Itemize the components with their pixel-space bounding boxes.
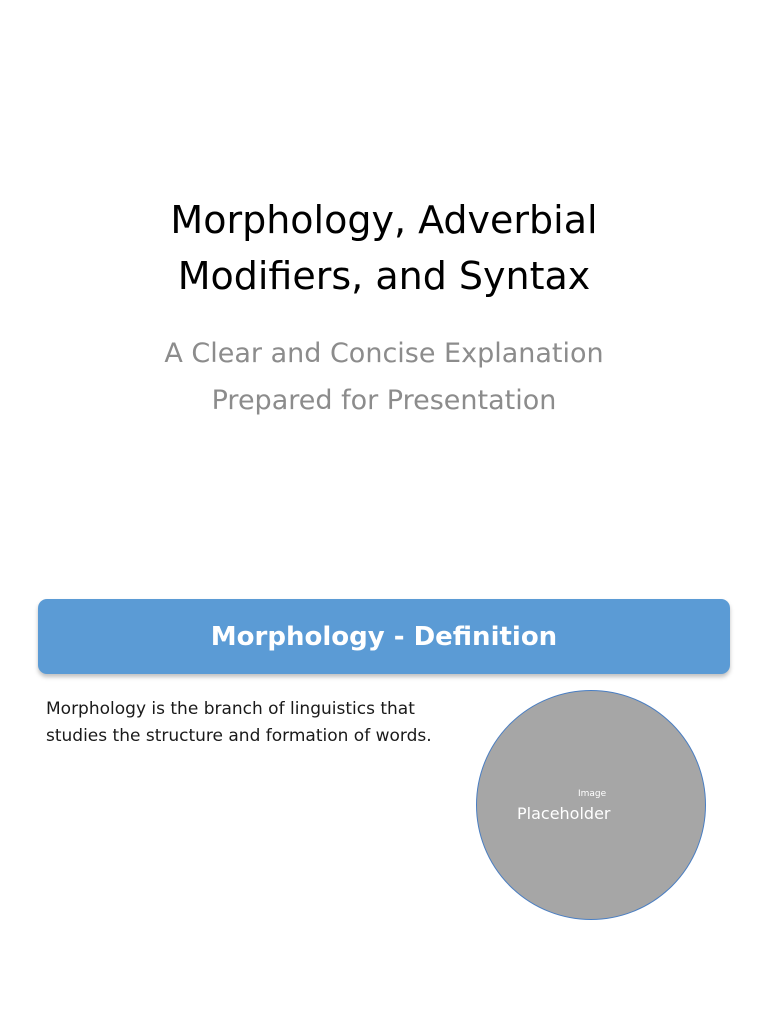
image-placeholder (476, 690, 706, 920)
image-placeholder-small-label: Image (578, 789, 607, 799)
slide-title-line-2: Modifiers, and Syntax (177, 254, 591, 298)
content-slide (0, 576, 768, 1024)
section-header-title: Morphology - Definition (210, 621, 558, 652)
slide-title-line-1: Morphology, Adverbial (170, 198, 598, 242)
section-header-bar (38, 599, 730, 674)
definition-text-line-1: Morphology is the branch of linguistics that (46, 699, 415, 719)
slide-subtitle-line-2: Prepared for Presentation (211, 385, 557, 416)
definition-text (46, 696, 466, 750)
image-placeholder-label: Placeholder (517, 804, 611, 823)
slide-subtitle (60, 330, 708, 424)
slide-title (60, 192, 708, 304)
definition-text-line-2: studies the structure and formation of words. (46, 726, 432, 746)
slide-subtitle-line-1: A Clear and Concise Explanation (164, 338, 604, 369)
